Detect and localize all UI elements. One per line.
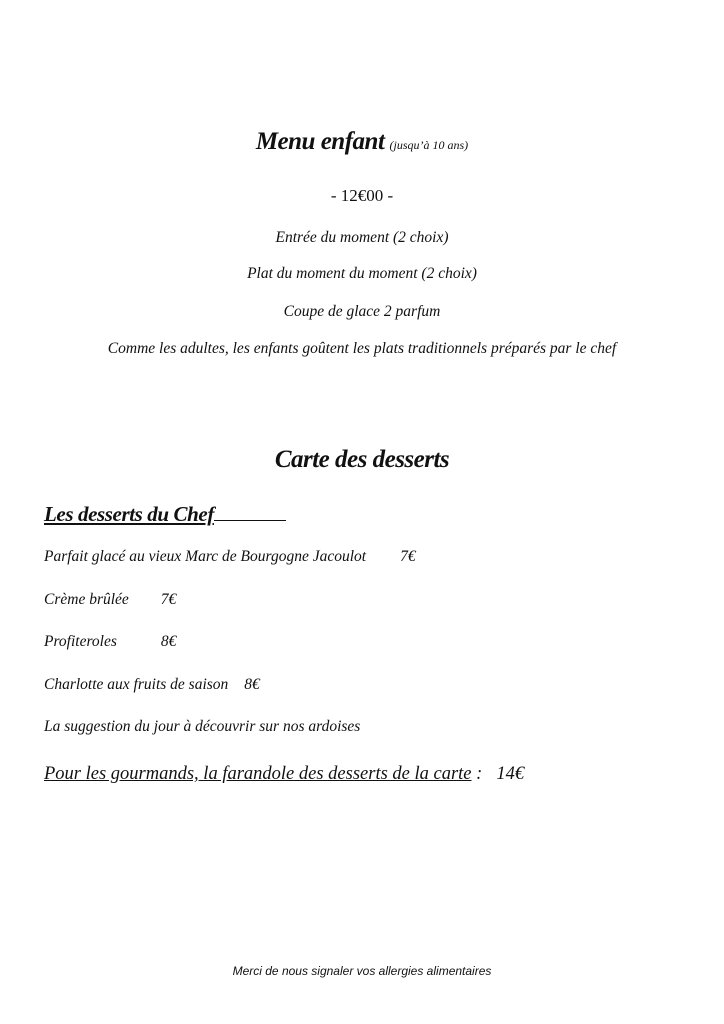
desserts-title: Carte des desserts bbox=[274, 446, 450, 473]
desserts-section-heading bbox=[44, 502, 286, 527]
dessert-name: Parfait glacé au vieux Marc de Bourgogne Jacoulot bbox=[44, 548, 367, 565]
gourmand-separator: : bbox=[471, 764, 483, 784]
dessert-item bbox=[44, 633, 176, 651]
dessert-name: Profiteroles bbox=[44, 633, 117, 650]
dessert-price: 7€ bbox=[400, 548, 416, 565]
menu-enfant-title: Menu enfant bbox=[255, 128, 385, 155]
dessert-name: Charlotte aux fruits de saison bbox=[44, 676, 229, 693]
menu-enfant-item: Plat du moment du moment (2 choix) bbox=[247, 265, 477, 282]
menu-enfant-item: Coupe de glace 2 parfum bbox=[283, 303, 441, 320]
dessert-price: 7€ bbox=[160, 591, 177, 608]
dessert-name: Crème brûlée bbox=[44, 591, 129, 608]
gourmand-line bbox=[44, 764, 524, 785]
menu-enfant-item: Entrée du moment (2 choix) bbox=[275, 229, 449, 246]
menu-enfant-item: Comme les adultes, les enfants goûtent les plats traditionnels préparés par le chef bbox=[107, 340, 617, 357]
dessert-price: 8€ bbox=[244, 676, 260, 693]
heading-underline-trail bbox=[214, 519, 286, 521]
dessert-item bbox=[44, 676, 260, 694]
menu-enfant-age-note: (jusqu’à 10 ans) bbox=[389, 138, 469, 152]
menu-enfant-heading bbox=[0, 128, 724, 156]
desserts-section-heading-text: Les desserts du Chef bbox=[44, 502, 214, 526]
menu-enfant-price: - 12€00 - bbox=[330, 186, 394, 205]
gourmand-label: Pour les gourmands, la farandole des desserts de la carte bbox=[44, 764, 472, 784]
dessert-suggestion: La suggestion du jour à découvrir sur nos ardoises bbox=[44, 718, 361, 735]
dessert-item bbox=[44, 548, 416, 566]
dessert-price: 8€ bbox=[160, 633, 177, 650]
dessert-item bbox=[44, 591, 176, 609]
gourmand-price: 14€ bbox=[496, 764, 525, 784]
allergy-footer-note: Merci de nous signaler vos allergies alimentaires bbox=[232, 964, 492, 978]
